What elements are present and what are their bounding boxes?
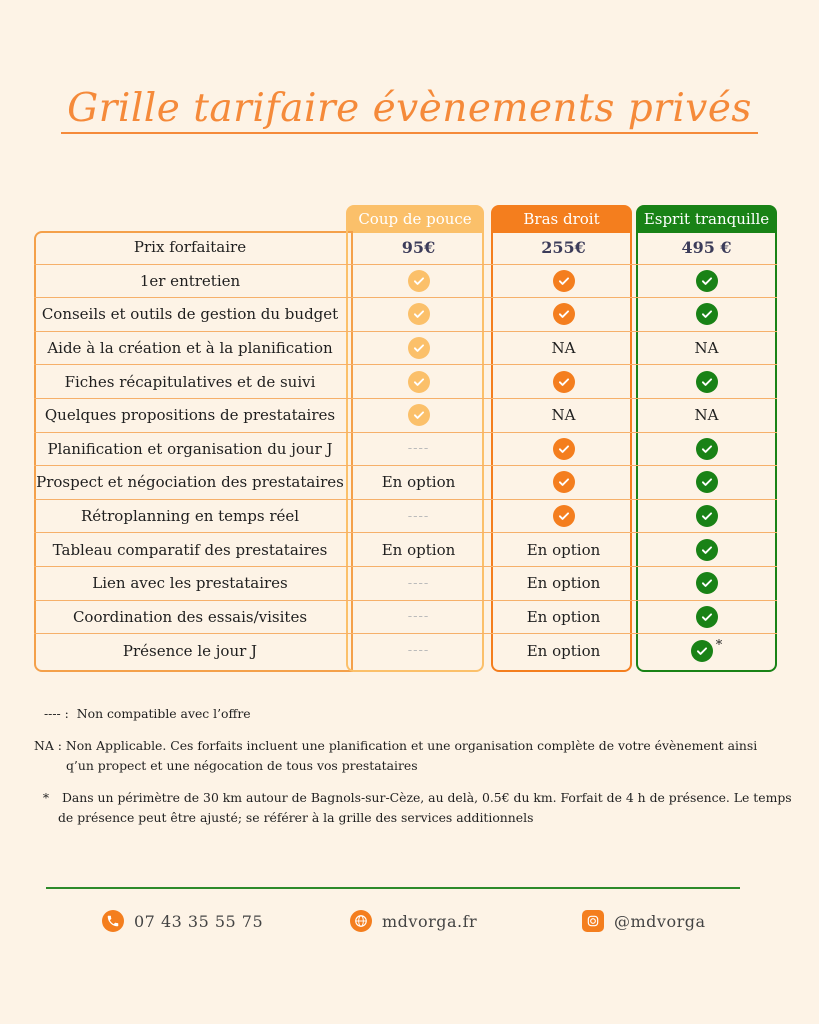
table-row (34, 365, 777, 399)
check-icon (696, 303, 718, 325)
cell-coup-de-pouce (346, 371, 491, 393)
table-row (34, 634, 777, 668)
row-label: Planification et organisation du jour J (47, 439, 333, 458)
check-icon (691, 640, 713, 662)
price-row (34, 231, 777, 265)
row-label: Présence le jour J (122, 641, 258, 660)
cell-text: En option (381, 473, 456, 492)
cell-text: En option (526, 641, 601, 660)
cell-bras-droit (491, 371, 636, 393)
table-row (34, 399, 777, 433)
check-icon (408, 371, 430, 393)
footnotes (34, 704, 794, 840)
cell-bras-droit (491, 642, 636, 660)
check-icon (408, 270, 430, 292)
note-na-text2: q’un propect et une négocation de tous vos prestataires (66, 758, 418, 773)
row-label: Aide à la création et à la planification (47, 339, 333, 358)
note-na (34, 736, 794, 776)
not-compatible-dash: ---- (407, 575, 430, 591)
price-esprit-tranquille: 495 € (681, 237, 732, 257)
phone-icon (102, 910, 124, 932)
cell-coup-de-pouce (346, 404, 491, 426)
table-row (34, 466, 777, 500)
not-compatible-dash: ---- (407, 441, 430, 457)
cell-esprit-tranquille (636, 572, 777, 594)
check-icon (553, 303, 575, 325)
check-icon (553, 471, 575, 493)
cell-coup-de-pouce (346, 337, 491, 359)
table-row (34, 533, 777, 567)
not-compatible-dash: ---- (407, 643, 430, 659)
column-header-coup-de-pouce: Coup de pouce (346, 205, 484, 233)
note-dash-text: Non compatible avec l’offre (76, 706, 251, 721)
cell-bras-droit (491, 574, 636, 592)
table-row (34, 601, 777, 635)
table-row (34, 567, 777, 601)
row-label: Lien avec les prestataires (92, 574, 288, 593)
cell-esprit-tranquille (636, 339, 777, 357)
cell-esprit-tranquille (636, 371, 777, 393)
price-bras-droit: 255€ (541, 237, 586, 257)
check-icon (696, 572, 718, 594)
table-row (34, 500, 777, 534)
check-icon (408, 303, 430, 325)
pricing-table (34, 231, 777, 668)
note-star (34, 788, 794, 828)
check-icon (696, 438, 718, 460)
cell-bras-droit (491, 541, 636, 559)
cell-text: En option (526, 607, 601, 626)
table-row (34, 265, 777, 299)
cell-text: NA (551, 339, 576, 358)
cell-coup-de-pouce (346, 576, 491, 591)
table-row (34, 298, 777, 332)
cell-coup-de-pouce (346, 270, 491, 292)
instagram-handle: @mdvorga (614, 911, 706, 931)
cell-text: NA (694, 339, 719, 358)
cell-bras-droit (491, 406, 636, 424)
check-icon (553, 270, 575, 292)
cell-bras-droit (491, 505, 636, 527)
row-label: Fiches récapitulatives et de suivi (64, 372, 316, 391)
cell-esprit-tranquille (636, 640, 777, 662)
footer-divider (46, 887, 740, 889)
phone-number: 07 43 35 55 75 (134, 911, 264, 931)
note-na-text: Non Applicable. Ces forfaits incluent une planification et une organisation complète de votre évènement ainsi (65, 738, 758, 753)
column-header-esprit-tranquille: Esprit tranquille (636, 205, 777, 233)
column-header-bras-droit: Bras droit (491, 205, 632, 233)
cell-bras-droit (491, 339, 636, 357)
cell-coup-de-pouce (346, 473, 491, 491)
contact-website[interactable] (350, 910, 477, 932)
cell-bras-droit (491, 303, 636, 325)
cell-text: En option (381, 540, 456, 559)
price-coup-de-pouce: 95€ (401, 237, 436, 257)
note-dash (34, 704, 794, 724)
row-label: Tableau comparatif des prestataires (52, 540, 328, 559)
check-icon (408, 404, 430, 426)
note-na-mark: NA : (34, 738, 62, 753)
cell-esprit-tranquille (636, 270, 777, 292)
row-label: Rétroplanning en temps réel (80, 507, 300, 526)
cell-coup-de-pouce (346, 541, 491, 559)
cell-bras-droit (491, 438, 636, 460)
cell-esprit-tranquille (636, 471, 777, 493)
row-label: Prospect et négociation des prestataires (36, 473, 344, 492)
table-row (34, 433, 777, 467)
cell-coup-de-pouce (346, 643, 491, 658)
cell-coup-de-pouce (346, 441, 491, 456)
globe-icon (350, 910, 372, 932)
cell-text: En option (526, 574, 601, 593)
check-icon (696, 606, 718, 628)
cell-esprit-tranquille (636, 303, 777, 325)
cell-esprit-tranquille (636, 606, 777, 628)
check-icon (408, 337, 430, 359)
check-icon (553, 438, 575, 460)
cell-bras-droit (491, 270, 636, 292)
price-label: Prix forfaitaire (133, 238, 247, 257)
row-label: Conseils et outils de gestion du budget (41, 305, 339, 324)
website-url: mdvorga.fr (382, 911, 478, 931)
check-icon (696, 270, 718, 292)
contact-instagram[interactable] (582, 910, 706, 932)
cell-bras-droit (491, 471, 636, 493)
check-icon (696, 471, 718, 493)
cell-coup-de-pouce (346, 303, 491, 325)
note-star-mark: * (42, 790, 50, 805)
note-star-text: Dans un périmètre de 30 km autour de Bagnols-sur-Cèze, au delà, 0.5€ du km. Forfait de 4 h de présence. Le temps (61, 790, 792, 805)
cell-coup-de-pouce (346, 509, 491, 524)
asterisk-mark: * (715, 638, 723, 654)
check-icon (696, 505, 718, 527)
cell-text: NA (694, 406, 719, 425)
not-compatible-dash: ---- (407, 508, 430, 524)
cell-esprit-tranquille (636, 438, 777, 460)
cell-bras-droit (491, 608, 636, 626)
not-compatible-dash: ---- (407, 609, 430, 625)
note-star-text2: de présence peut être ajusté; se référer à la grille des services additionnels (58, 810, 534, 825)
page-title: Grille tarifaire évènements privés (0, 86, 819, 131)
table-row (34, 332, 777, 366)
check-icon (553, 371, 575, 393)
note-dash-mark: ---- : (44, 706, 69, 721)
contact-phone[interactable] (102, 910, 263, 932)
row-label: Coordination des essais/visites (72, 607, 308, 626)
check-icon (696, 539, 718, 561)
cell-text: En option (526, 540, 601, 559)
check-icon (696, 371, 718, 393)
cell-coup-de-pouce (346, 609, 491, 624)
instagram-icon (582, 910, 604, 932)
row-label: Quelques propositions de prestataires (44, 406, 336, 425)
cell-esprit-tranquille (636, 406, 777, 424)
check-icon (553, 505, 575, 527)
row-label: 1er entretien (139, 271, 241, 290)
cell-text: NA (551, 406, 576, 425)
cell-esprit-tranquille (636, 505, 777, 527)
cell-esprit-tranquille (636, 539, 777, 561)
